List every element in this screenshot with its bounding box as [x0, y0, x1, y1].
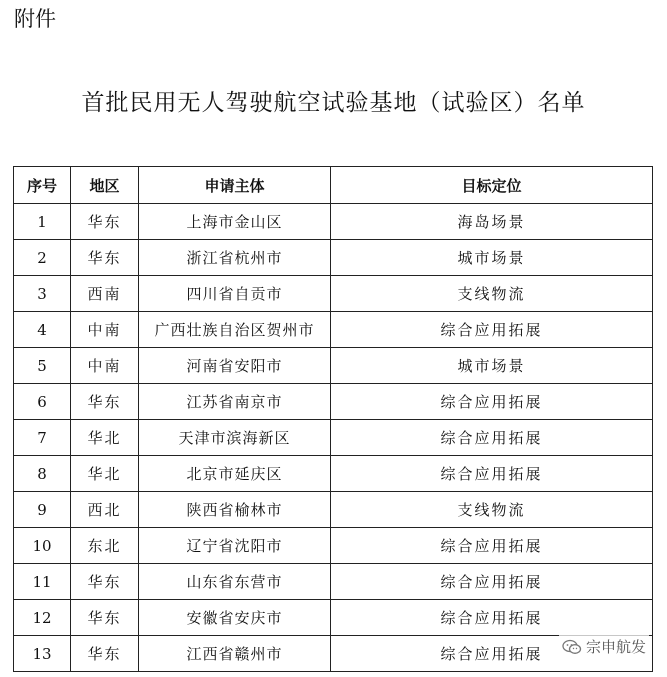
watermark-text: 宗申航发 [585, 638, 646, 656]
table-row [14, 384, 653, 420]
table-header-row [14, 167, 653, 204]
attachment-label: 附件 [14, 7, 56, 31]
row-region: 西南 [71, 276, 139, 312]
row-applicant: 安徽省安庆市 [139, 600, 331, 636]
header-no: 序号 [14, 167, 71, 204]
row-region: 华东 [71, 636, 139, 672]
row-no: 8 [14, 456, 71, 492]
table-row [14, 312, 653, 348]
table-row [14, 420, 653, 456]
header-target: 目标定位 [331, 167, 653, 204]
row-target: 综合应用拓展 [331, 564, 653, 600]
table-row [14, 456, 653, 492]
row-region: 华东 [71, 240, 139, 276]
row-target: 城市场景 [331, 348, 653, 384]
row-applicant: 河南省安阳市 [139, 348, 331, 384]
row-applicant: 上海市金山区 [139, 204, 331, 240]
row-no: 3 [14, 276, 71, 312]
row-target: 海岛场景 [331, 204, 653, 240]
row-no: 12 [14, 600, 71, 636]
table-row [14, 348, 653, 384]
row-region: 华东 [71, 564, 139, 600]
row-applicant: 山东省东营市 [139, 564, 331, 600]
row-target: 综合应用拓展 [331, 600, 653, 636]
table-row [14, 276, 653, 312]
table-row [14, 636, 653, 672]
row-region: 华东 [71, 384, 139, 420]
row-region: 华东 [71, 204, 139, 240]
row-applicant: 陕西省榆林市 [139, 492, 331, 528]
watermark [559, 634, 649, 659]
row-region: 中南 [71, 348, 139, 384]
row-target: 综合应用拓展 [331, 636, 653, 672]
row-applicant: 辽宁省沈阳市 [139, 528, 331, 564]
row-target: 综合应用拓展 [331, 528, 653, 564]
base-list-table [13, 166, 653, 672]
wechat-icon [562, 639, 582, 655]
row-target: 综合应用拓展 [331, 420, 653, 456]
row-target: 支线物流 [331, 276, 653, 312]
row-applicant: 北京市延庆区 [139, 456, 331, 492]
row-region: 华北 [71, 420, 139, 456]
row-no: 4 [14, 312, 71, 348]
header-region: 地区 [71, 167, 139, 204]
row-applicant: 四川省自贡市 [139, 276, 331, 312]
row-applicant: 广西壮族自治区贺州市 [139, 312, 331, 348]
row-no: 5 [14, 348, 71, 384]
row-no: 7 [14, 420, 71, 456]
row-region: 中南 [71, 312, 139, 348]
row-no: 10 [14, 528, 71, 564]
row-target: 综合应用拓展 [331, 312, 653, 348]
table-row [14, 528, 653, 564]
table-row [14, 600, 653, 636]
row-region: 东北 [71, 528, 139, 564]
row-region: 华东 [71, 600, 139, 636]
row-applicant: 天津市滨海新区 [139, 420, 331, 456]
row-no: 1 [14, 204, 71, 240]
header-applicant: 申请主体 [139, 167, 331, 204]
row-no: 11 [14, 564, 71, 600]
page-title: 首批民用无人驾驶航空试验基地（试验区）名单 [81, 90, 586, 116]
row-no: 2 [14, 240, 71, 276]
row-no: 6 [14, 384, 71, 420]
row-applicant: 江苏省南京市 [139, 384, 331, 420]
row-target: 支线物流 [331, 492, 653, 528]
table-row [14, 240, 653, 276]
row-target: 综合应用拓展 [331, 384, 653, 420]
row-target: 城市场景 [331, 240, 653, 276]
table-row [14, 492, 653, 528]
row-region: 西北 [71, 492, 139, 528]
table-body [14, 204, 653, 672]
row-no: 13 [14, 636, 71, 672]
row-applicant: 浙江省杭州市 [139, 240, 331, 276]
row-region: 华北 [71, 456, 139, 492]
table-row [14, 204, 653, 240]
row-applicant: 江西省赣州市 [139, 636, 331, 672]
row-no: 9 [14, 492, 71, 528]
row-target: 综合应用拓展 [331, 456, 653, 492]
table-row [14, 564, 653, 600]
